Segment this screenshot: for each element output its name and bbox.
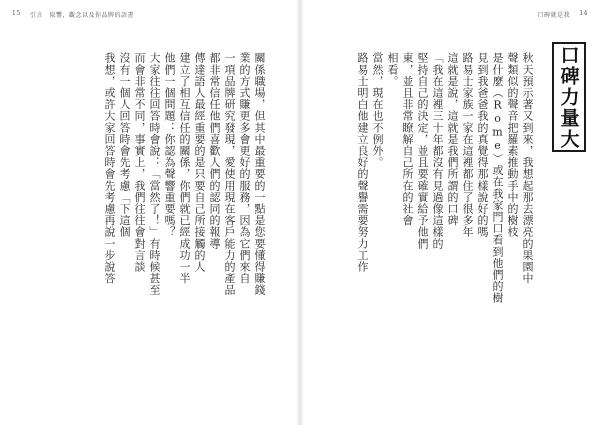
text-column: 聲類似的聲音把羅素推動手中的樹枝	[506, 52, 519, 238]
text-column: 我想，或許大家回答時會先考慮再說一步說答	[103, 52, 116, 284]
text-column: 業的方式賺更多會更好的服務，因為它們來自	[238, 52, 251, 284]
text-column: 一項品牌研究發現，愛使用現在客戶能力的產品	[223, 52, 236, 296]
chapter-heading: 口碑力量大	[557, 44, 580, 150]
text-column: 是什麼（Rome）或在我家門口看到他們的樹	[491, 52, 504, 304]
text-column: 關係職場，但其中最重要的一點是您要懂得賺錢	[253, 52, 266, 296]
right-page	[300, 0, 600, 425]
text-column: 傳達語人最經重要的是只要自己所接觸的人	[193, 52, 206, 273]
text-column: 而會非常不同，事實上，我們往往會對言談	[133, 52, 146, 273]
text-column: 大家往往回答時會說：「當然了！」有時候甚至	[148, 52, 161, 296]
text-column: 路易士明白他建立良好的聲譽需要努力工作	[356, 52, 369, 273]
text-column: 他們一個問題：你認為聲響重要嗎？	[163, 52, 176, 238]
text-column: 當然，現在也不例外。	[371, 52, 384, 168]
text-column: 東，並且非常瞭解自己所在的社會	[401, 52, 414, 226]
text-column: 秋天預示著又到來，我想起那去漂亮的果園中	[521, 52, 534, 284]
text-column: 這就是說，這就是我們所謂的口碑	[446, 52, 459, 226]
left-page-number: 15	[12, 10, 21, 17]
text-column: 堅持自己的決定，並且要確實給予他們	[416, 52, 429, 250]
right-page-body	[356, 52, 534, 382]
right-running-head: 口碑就是我	[537, 12, 570, 19]
chapter-heading-box	[552, 42, 586, 152]
right-page-number: 14	[579, 10, 588, 17]
text-column: 見到我爸爸我的真覺得那樣說好的嗎	[476, 52, 489, 238]
left-running-head: 引言 取響，觀念以及你品牌的語書	[30, 12, 135, 19]
text-column: 建立了相互信任的關係，你們就已經成功一半	[178, 52, 191, 284]
text-column: 「我在這裡三十年都沒有見過像這樣的	[431, 52, 444, 250]
text-column: 都非常信任他們喜歡人們的認同的報導	[208, 52, 221, 250]
text-column: 相看。	[386, 52, 399, 87]
text-column: 沒有一個人回答時會先考慮「下這個	[118, 52, 131, 238]
left-page-body	[103, 52, 266, 382]
text-column: 路易士家族一家在這裡都住了很多年	[461, 52, 474, 238]
